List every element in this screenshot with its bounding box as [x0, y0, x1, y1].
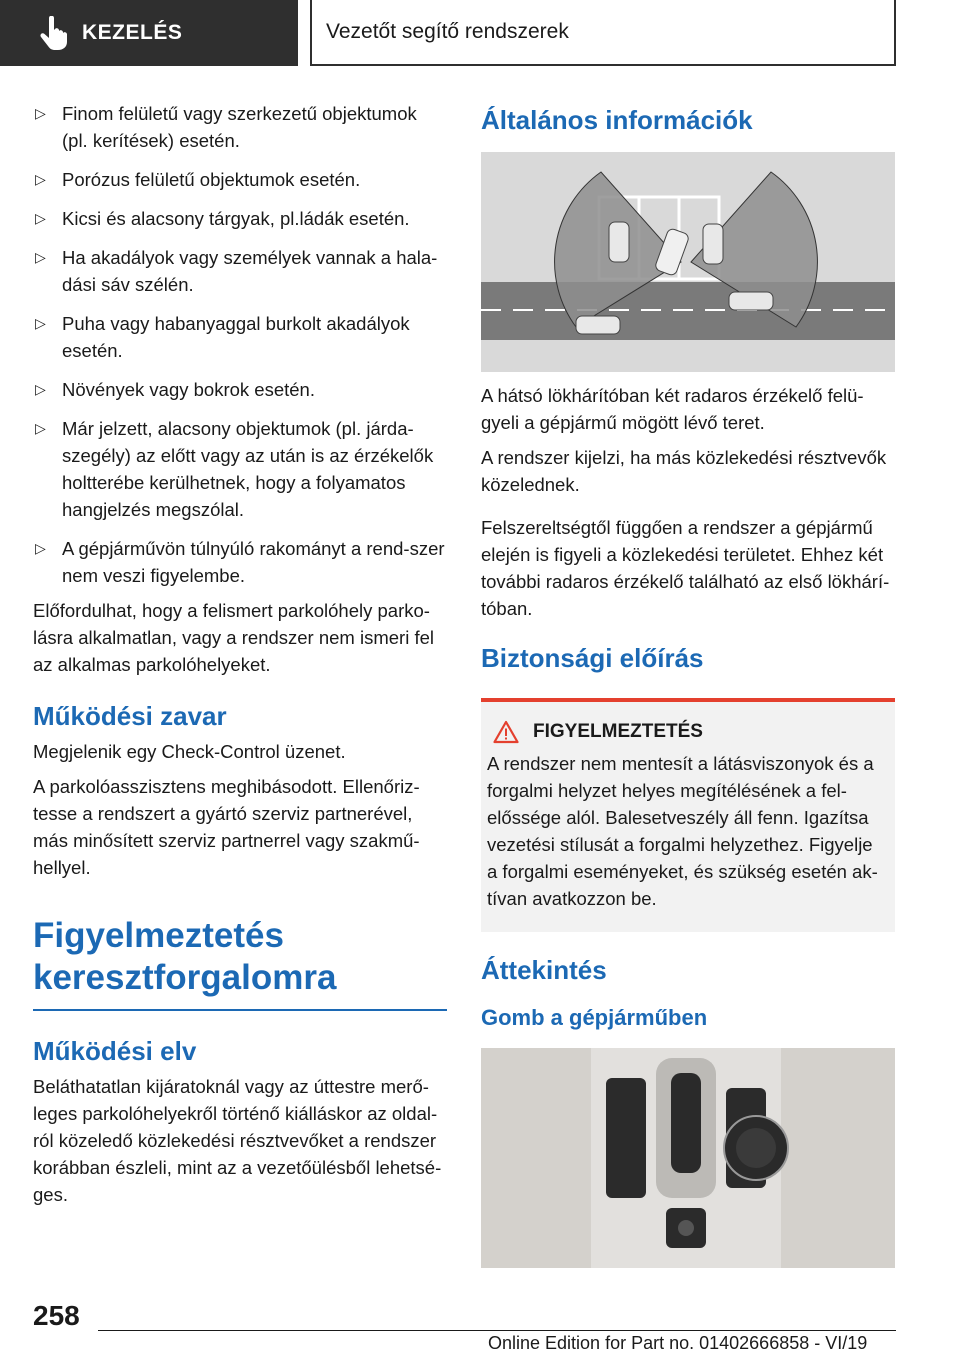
general-text-2: A rendszer kijelzi, ha más közlekedési résztvevők közelednek.	[481, 447, 887, 495]
warning-text: A rendszer nem mentesít a látásviszonyok és a forgalmi helyzet helyes megítélésének a fel-előssége alól. Balesetveszély áll fenn. Igazítsa vezetési stílusát a forgalmi helyzethez. Figyelje a forgalmi eseményeket, és szükség esetén ak-tívan avatkozzon be.	[487, 753, 878, 909]
list-item: ▷ Már jelzett, alacsony objektumok (pl. járda-szegély) az előtt vagy az után is az érzékelők holtterébe kerülhetnek, hogy a folyamatos hangjelzés megszólal.	[33, 415, 447, 523]
list-item: ▷ Porózus felületű objektumok esetén.	[33, 166, 447, 193]
triangle-bullet-icon: ▷	[35, 210, 46, 226]
page-header	[0, 0, 960, 66]
heading-button: Gomb a gépjárműben	[481, 1005, 708, 1030]
triangle-bullet-icon: ▷	[35, 315, 46, 331]
triangle-bullet-icon: ▷	[35, 420, 46, 436]
heading-general-info: Általános információk	[481, 105, 753, 135]
triangle-bullet-icon: ▷	[35, 171, 46, 187]
footer-edition: Online Edition for Part no. 01402666858 - VI/19	[488, 1333, 868, 1353]
heading-cross-traffic: Figyelmeztetés keresztforgalomra	[33, 916, 337, 997]
parking-note: Előfordulhat, hogy a felismert parkolóhely parko-lásra alkalmatlan, vagy a rendszer nem ismeri fel az alkalmas parkolóhelyeket.	[33, 600, 434, 675]
list-item: ▷ Finom felületű vagy szerkezetű objektumok (pl. kerítések) esetén.	[33, 100, 447, 154]
malfunction-text-1: Megjelenik egy Check-Control üzenet.	[33, 741, 346, 762]
heading-safety: Biztonsági előírás	[481, 643, 704, 673]
list-item: ▷ Kicsi és alacsony tárgyak, pl.ládák esetén.	[33, 205, 447, 232]
warning-title: FIGYELMEZTETÉS	[533, 721, 703, 742]
list-item: ▷ Puha vagy habanyaggal burkolt akadályok esetén.	[33, 310, 447, 364]
list-item: ▷ Növények vagy bokrok esetén.	[33, 376, 447, 403]
principle-text: Beláthatatlan kijáratoknál vagy az úttestre merő-leges parkolóhelyekről történő kiálláskor az oldal-ról közeledő közlekedési résztvevőket a rendszer korábban észleli, mint az a vezetőülésből lehetsé-ges.	[33, 1076, 442, 1205]
triangle-bullet-icon: ▷	[35, 540, 46, 556]
left-column	[33, 100, 447, 1208]
warning-header	[493, 720, 885, 744]
right-column	[481, 100, 895, 1268]
triangle-bullet-icon: ▷	[35, 105, 46, 121]
chapter-title-box	[310, 0, 896, 66]
triangle-bullet-icon: ▷	[35, 381, 46, 397]
hand-pointer-icon	[34, 13, 74, 53]
heading-malfunction: Működési zavar	[33, 701, 227, 731]
heading-rule	[33, 1009, 447, 1011]
malfunction-text-2: A parkolóasszisztens meghibásodott. Ellenőriz-tesse a rendszert a gyártó szerviz partnerével, más minősített szerviz partnerrel vagy szakmű-hellyel.	[33, 776, 420, 878]
heading-overview: Áttekintés	[481, 955, 607, 985]
warning-box	[481, 698, 895, 932]
chapter-title: Vezetőt segítő rendszerek	[326, 20, 569, 43]
general-text-1: A hátsó lökhárítóban két radaros érzékelő felü-gyeli a gépjármű mögött lévő teret.	[481, 385, 864, 433]
section-tab	[0, 0, 298, 66]
heading-principle: Működési elv	[33, 1036, 197, 1066]
warning-triangle-icon	[493, 720, 519, 744]
triangle-bullet-icon: ▷	[35, 249, 46, 265]
limitations-list	[33, 100, 447, 589]
console-photo	[481, 1048, 895, 1268]
list-item: ▷ A gépjárművön túlnyúló rakományt a rend-szer nem veszi figyelembe.	[33, 535, 447, 589]
section-label: KEZELÉS	[82, 21, 183, 44]
list-item: ▷ Ha akadályok vagy személyek vannak a hala-dási sáv szélén.	[33, 244, 447, 298]
cross-traffic-illustration	[481, 152, 895, 372]
footer-rule	[98, 1330, 896, 1331]
page-number: 258	[33, 1300, 80, 1331]
general-text-3: Felszereltségtől függően a rendszer a gépjármű elején is figyeli a közlekedési területet. Ehhez két további radaros érzékelő található az első lökhárí-tóban.	[481, 517, 890, 619]
